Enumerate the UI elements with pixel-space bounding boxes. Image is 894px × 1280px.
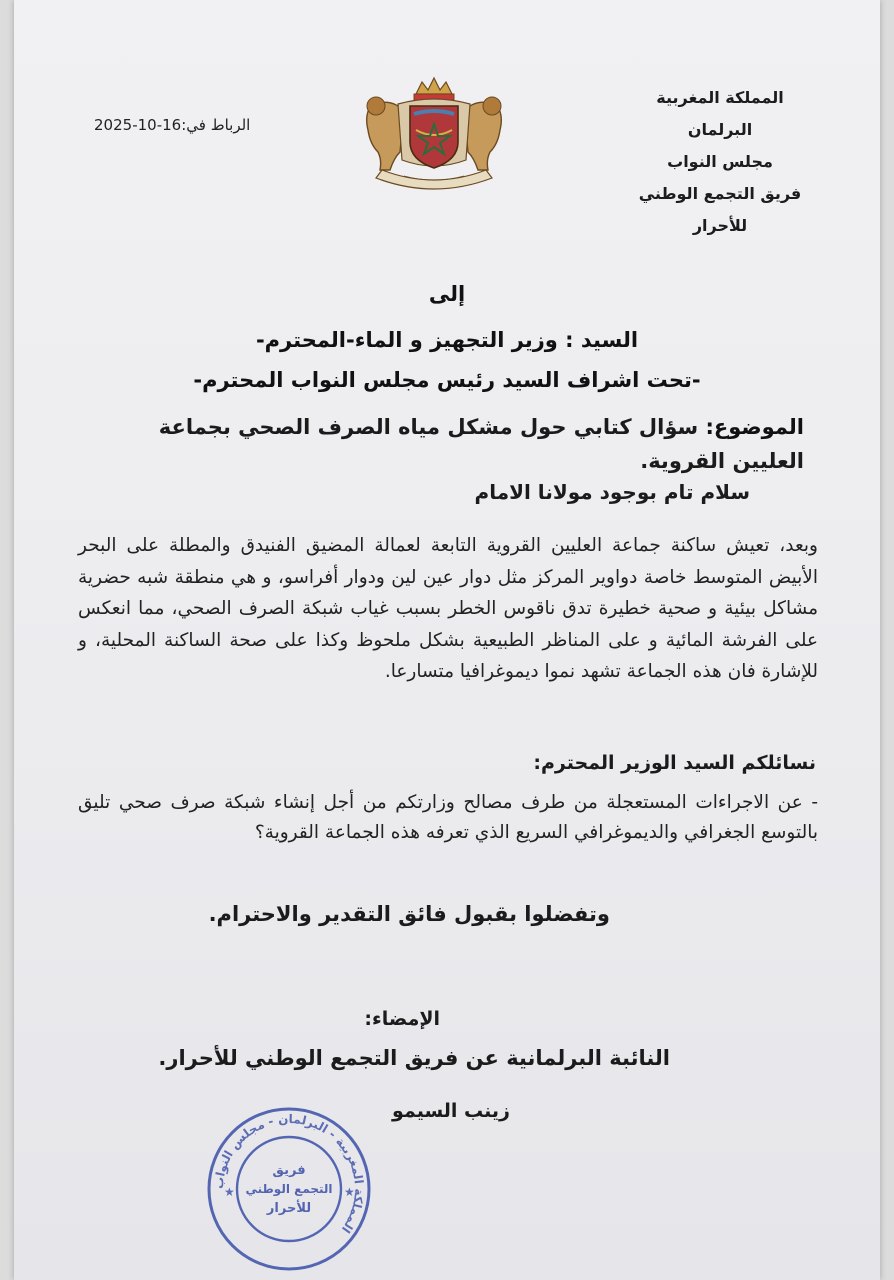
stamp-center-line-3: للأحرار: [266, 1201, 312, 1216]
subject-label: الموضوع:: [705, 415, 804, 439]
letterhead-party-group: فريق التجمع الوطني للأحرار: [638, 184, 802, 235]
closing-line: وتفضلوا بقبول فائق التقدير والاحترام.: [208, 902, 610, 926]
official-stamp-icon: [204, 1104, 374, 1274]
letter-page: [14, 0, 880, 1280]
subject-line: [84, 410, 804, 478]
letterhead-house: مجلس النواب: [667, 152, 773, 171]
subject-text: سؤال كتابي حول مشكل مياه الصرف الصحي بجماعة العليين القروية.: [158, 415, 804, 473]
body-paragraph: وبعد، تعيش ساكنة جماعة العليين القروية التابعة لعمالة المضيق الفنيدق والمطلة على البحر الأبيض المتوسط خاصة دواوير المركز مثل دوار عين لين ودوار أفراسو، و هي منطقة شبه حضرية مشاكل بيئية و صحية خطيرة تدق ناقوس الخطر بسبب غياب شبكة الصرف الصحي، مما انعكس على الفرشة المائية و على المناظر الطبيعية بشكل ملحوظ وكذا على صحة الساكنة المحلية، و للإشارة فان هذه الجماعة تشهد نموا ديموغرافيا متسارعا.: [78, 535, 818, 682]
stamp-star-right-icon: ★: [344, 1185, 355, 1199]
question-text: - عن الاجراءات المستعجلة من طرف مصالح وزارتكم من أجل إنشاء شبكة صرف صحي تليق بالتوسع الجغرافي والديموغرافي السريع الذي تعرفه هذه الجماعة القروية؟: [78, 792, 818, 843]
signature-name: زينب السيمو: [392, 1100, 510, 1122]
stamp-star-left-icon: ★: [224, 1185, 235, 1199]
recipient-to: إلى: [428, 282, 466, 306]
letterhead: [620, 82, 820, 242]
greeting: سلام تام بوجود مولانا الامام: [474, 480, 750, 504]
recipient-supervision: -تحت اشراف السيد رئيس مجلس النواب المحترم-: [193, 368, 701, 392]
moroccan-coat-of-arms-icon: [354, 74, 514, 192]
stamp-ring-text: المملكة المغربية - البرلمان - مجلس النواب: [211, 1111, 367, 1236]
letterhead-parliament: البرلمان: [687, 120, 753, 139]
question-label: نسائلكم السيد الوزير المحترم:: [533, 752, 816, 774]
recipient-addressee: السيد : وزير التجهيز و الماء-المحترم-: [255, 328, 639, 352]
stamp-center-line-2: التجمع الوطني: [245, 1182, 333, 1196]
signature-title: النائبة البرلمانية عن فريق التجمع الوطني للأحرار.: [158, 1046, 670, 1070]
signature-label: الإمضاء:: [364, 1008, 440, 1030]
stamp-center-line-1: فريق: [272, 1163, 306, 1178]
letter-date: الرباط في:16-10-2025: [94, 116, 251, 134]
letterhead-kingdom: المملكة المغربية: [656, 88, 784, 107]
